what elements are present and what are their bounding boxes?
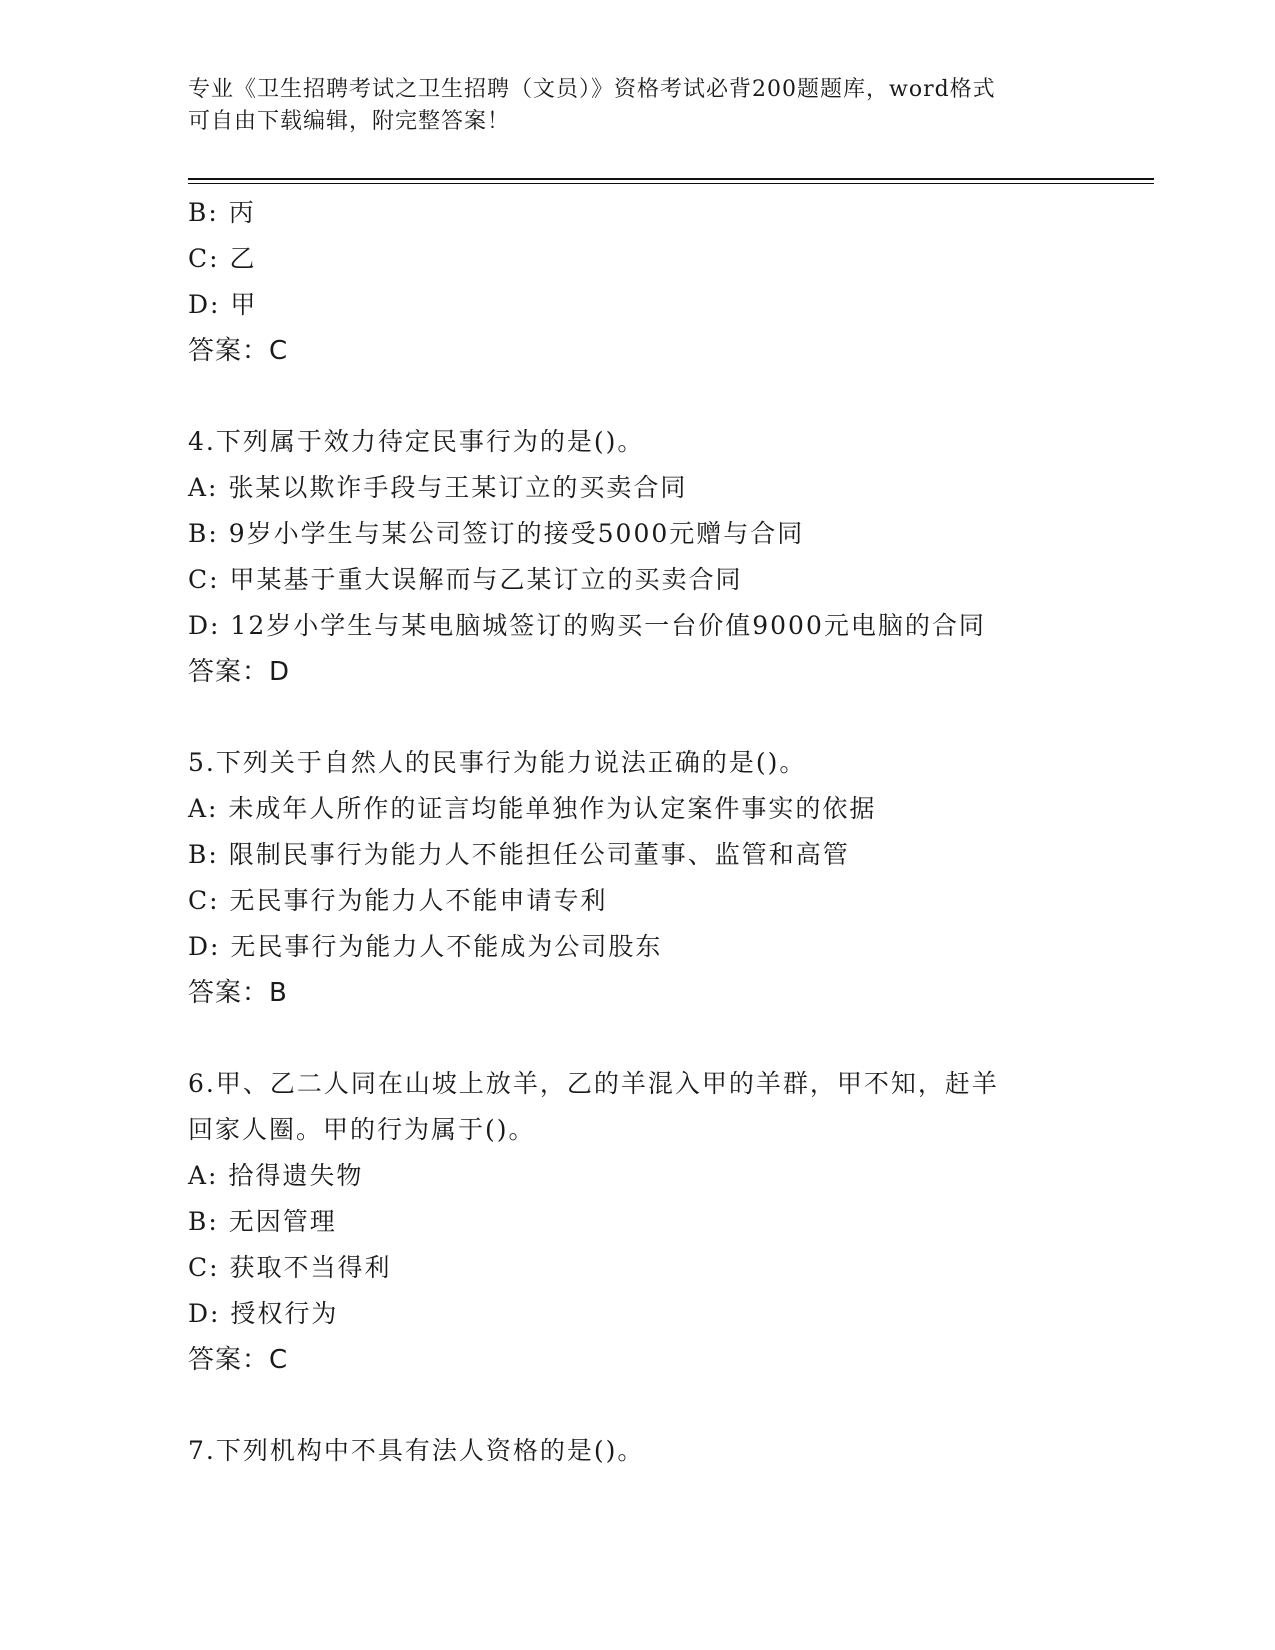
question-list [188, 190, 1088, 1474]
option-a: A: 张某以欺诈手段与王某订立的买卖合同 [188, 473, 688, 502]
question-text-line-2: 回家人圈。甲的行为属于()。 [188, 1115, 536, 1144]
option-b: B: 9岁小学生与某公司签订的接受5000元赠与合同 [188, 519, 805, 548]
question-text: 7.下列机构中不具有法人资格的是()。 [188, 1436, 645, 1465]
answer: 答案：C [188, 336, 289, 366]
option-c: C: 无民事行为能力人不能申请专利 [188, 886, 608, 915]
option-d: D: 授权行为 [188, 1299, 339, 1328]
answer: 答案：C [188, 1345, 289, 1375]
header-divider-thin [188, 183, 1154, 184]
question-3 [188, 190, 1088, 374]
option-c: C: 甲某基于重大误解而与乙某订立的买卖合同 [188, 565, 743, 594]
question-7 [188, 1428, 1088, 1474]
option-b: B: 无因管理 [188, 1207, 337, 1236]
question-6 [188, 1061, 1088, 1383]
option-b: B: 限制民事行为能力人不能担任公司董事、监管和高管 [188, 840, 850, 869]
question-4 [188, 419, 1088, 695]
option-c: C: 乙 [188, 244, 257, 273]
question-text: 5.下列关于自然人的民事行为能力说法正确的是()。 [188, 748, 807, 777]
option-d: D: 12岁小学生与某电脑城签订的购买一台价值9000元电脑的合同 [188, 611, 986, 640]
option-c: C: 获取不当得利 [188, 1253, 392, 1282]
answer: 答案：D [188, 657, 291, 687]
document-header [188, 74, 1068, 138]
header-divider-thick [188, 178, 1154, 180]
question-5 [188, 740, 1088, 1016]
header-line-1: 专业《卫生招聘考试之卫生招聘（文员）》资格考试必背200题题库，word格式 [188, 77, 996, 102]
option-a: A: 未成年人所作的证言均能单独作为认定案件事实的依据 [188, 794, 877, 823]
option-b: B: 丙 [188, 198, 256, 227]
header-line-2: 可自由下载编辑，附完整答案！ [188, 109, 511, 134]
option-a: A: 拾得遗失物 [188, 1161, 364, 1190]
question-text-line-1: 6.甲、乙二人同在山坡上放羊，乙的羊混入甲的羊群，甲不知，赶羊 [188, 1069, 999, 1098]
question-text: 4.下列属于效力待定民事行为的是()。 [188, 427, 645, 456]
option-d: D: 甲 [188, 290, 258, 319]
option-d: D: 无民事行为能力人不能成为公司股东 [188, 932, 663, 961]
answer: 答案：B [188, 978, 288, 1008]
